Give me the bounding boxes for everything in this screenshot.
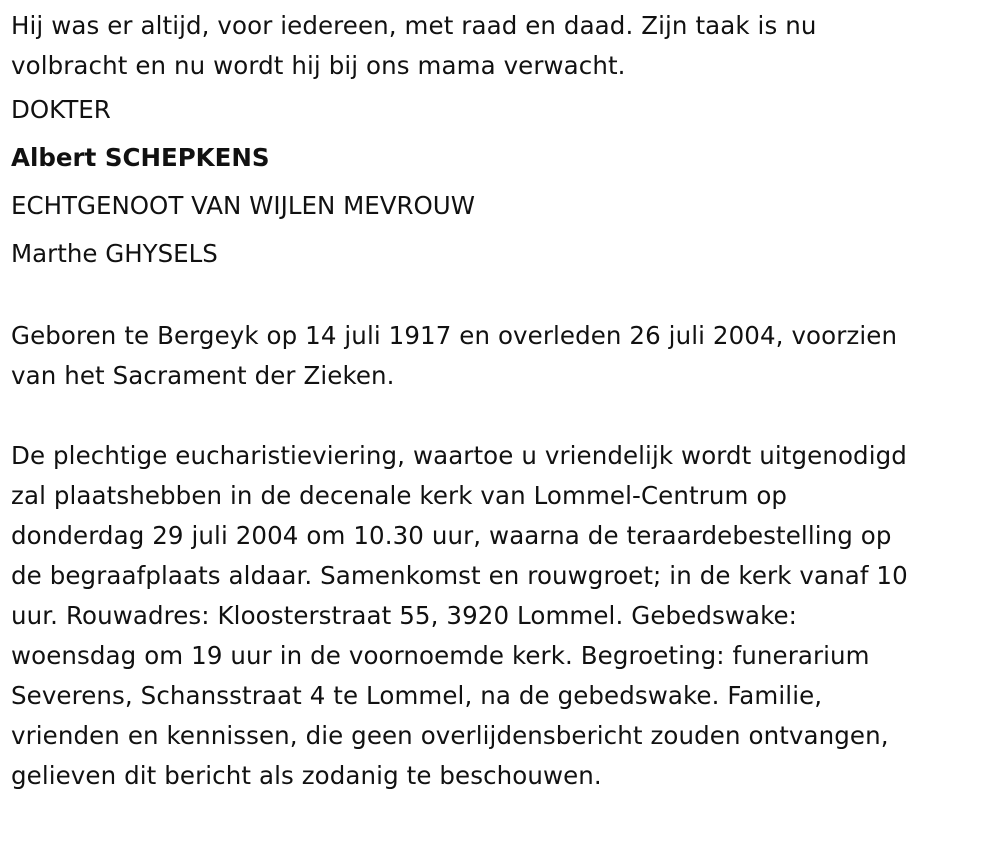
service-line: Severens, Schansstraat 4 te Lommel, na de gebedswake. Familie, [11, 681, 823, 710]
service-paragraph [11, 436, 1000, 796]
intro-line: volbracht en nu wordt hij bij ons mama verwacht. [11, 51, 626, 80]
service-line: gelieven dit bericht als zodanig te beschouwen. [11, 761, 602, 790]
birth-line: Geboren te Bergeyk op 14 juli 1917 en overleden 26 juli 2004, voorzien [11, 321, 898, 350]
service-line: woensdag om 19 uur in de voornoemde kerk. Begroeting: funerarium [11, 641, 870, 670]
spouse-name: Marthe GHYSELS [11, 239, 218, 268]
deceased-name: Albert SCHEPKENS [11, 143, 270, 172]
service-line: de begraafplaats aldaar. Samenkomst en rouwgroet; in de kerk vanaf 10 [11, 561, 908, 590]
intro-paragraph [11, 6, 1000, 86]
service-line: donderdag 29 juli 2004 om 10.30 uur, waarna de teraardebestelling op [11, 521, 892, 550]
deceased-title: DOKTER [11, 95, 111, 124]
service-line: De plechtige eucharistieviering, waartoe u vriendelijk wordt uitgenodigd [11, 441, 907, 470]
service-line: zal plaatshebben in de decenale kerk van Lommel-Centrum op [11, 481, 788, 510]
service-line: vrienden en kennissen, die geen overlijdensbericht zouden ontvangen, [11, 721, 889, 750]
deceased-relation: ECHTGENOOT VAN WIJLEN MEVROUW [11, 191, 475, 220]
birth-line: van het Sacrament der Zieken. [11, 361, 395, 390]
intro-line: Hij was er altijd, voor iedereen, met raad en daad. Zijn taak is nu [11, 11, 817, 40]
deceased-block [11, 86, 1000, 278]
birth-paragraph [11, 316, 1000, 396]
service-line: uur. Rouwadres: Kloosterstraat 55, 3920 Lommel. Gebedswake: [11, 601, 798, 630]
